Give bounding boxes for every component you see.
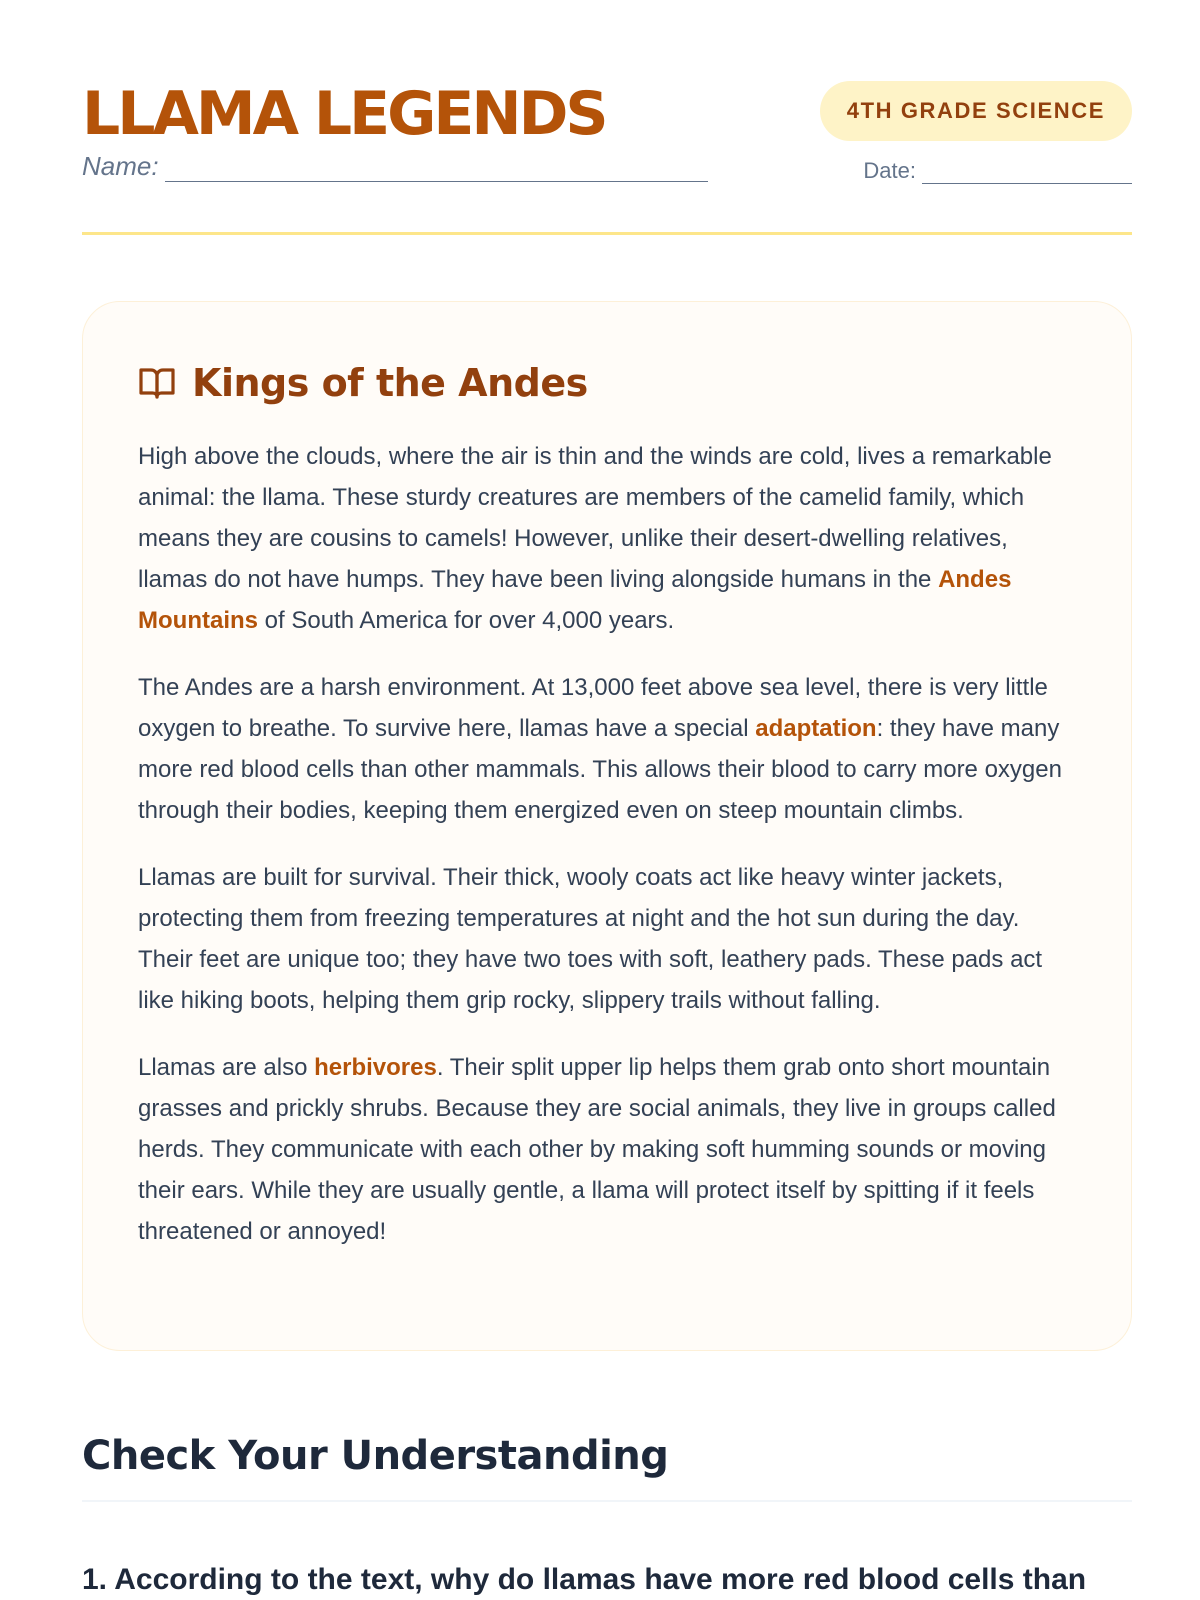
paragraph-text: Llamas are built for survival. Their thick, wooly coats act like heavy winter jackets, protecting them from freezing temperatures at night and the hot sun during the day. Their feet are unique too; they have two toes with soft, leathery pads. These pads act like hiking boots, helping them grip rocky, slippery trails without falling. [138,864,1043,1014]
paragraph-text: Llamas are also [138,1054,315,1081]
paragraph-text: of South America for over 4,000 years. [258,607,675,634]
worksheet-title: LLAMA LEGENDS [82,79,606,149]
paragraph-text: The Andes are a harsh environment. At 13,000 feet above sea level, there is very little oxygen to breathe. To survive here, llamas have a special [138,674,1048,742]
questions-divider [82,1500,1132,1502]
reading-heading [138,358,1076,408]
paragraph [138,667,1076,831]
questions-heading: Check Your Understanding [82,1433,669,1479]
book-icon [138,365,176,401]
question-item: 1. According to the text, why do llamas have more red blood cells than [82,1563,1087,1596]
date-label: Date: [863,158,916,183]
vocab-highlight: Andes Mountains [138,566,1012,634]
paragraph-text: : they have many more red blood cells than other mammals. This allows their blood to carry more oxygen through their bodies, keeping them energized even on steep mountain climbs. [138,715,1062,824]
paragraph [138,1047,1076,1252]
grade-badge: 4TH GRADE SCIENCE [820,81,1132,141]
name-label: Name: [82,151,159,181]
vocab-highlight: herbivores [314,1054,437,1081]
paragraph [138,857,1076,1021]
paragraph [138,436,1076,641]
name-field[interactable] [82,151,708,182]
reading-passage-card [82,301,1132,1351]
worksheet-header [82,0,1132,235]
date-blank-line[interactable] [922,161,1132,184]
reading-title: Kings of the Andes [192,361,588,405]
vocab-highlight: adaptation [755,715,877,742]
paragraph-text: . Their split upper lip helps them grab onto short mountain grasses and prickly shrubs. Because they are social animals, they live in groups called herds. They communicate with each other by making soft humming sounds or moving their ears. While they are usually gentle, a llama will protect itself by spitting if it feels threatened or annoyed! [138,1054,1056,1245]
paragraph-text: High above the clouds, where the air is thin and the winds are cold, lives a remarkable animal: the llama. These sturdy creatures are members of the camelid family, which means they are cousins to camels! However, unlike their desert-dwelling relatives, llamas do not have humps. They have been living alongside humans in the [138,443,1052,593]
date-field[interactable] [863,158,1132,184]
worksheet-page [82,0,1132,1596]
name-blank-line[interactable] [165,155,708,182]
